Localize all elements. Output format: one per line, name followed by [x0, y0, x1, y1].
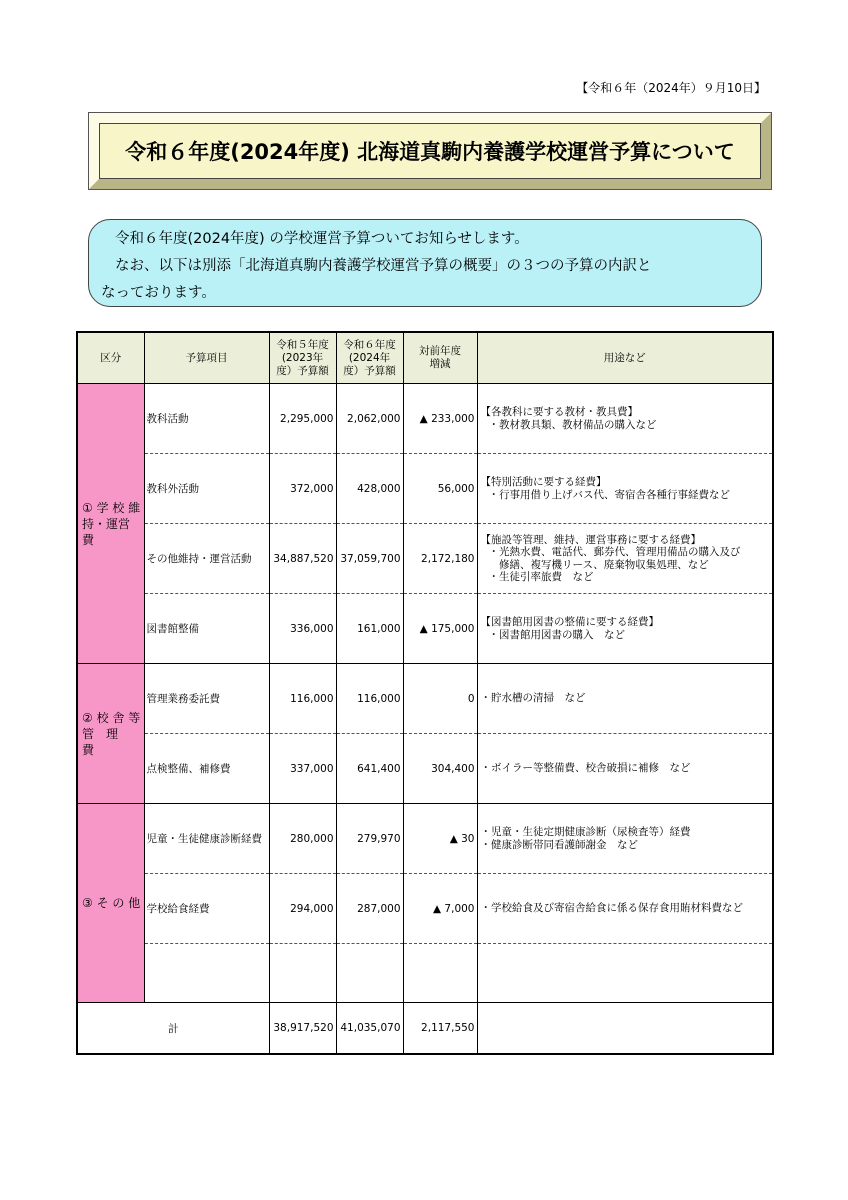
row-diff: ▲ 7,000 [403, 874, 477, 944]
header-curr-line1: 令和６年度 [343, 338, 396, 351]
row-curr: 279,970 [336, 804, 403, 874]
header-category: 区分 [77, 332, 144, 384]
category-1-line1: ① 学 校 維 [82, 500, 141, 515]
row-prev: 34,887,520 [269, 524, 336, 594]
table-row [77, 734, 773, 804]
total-diff: 2,117,550 [403, 1003, 477, 1055]
row-item: その他維持・運営活動 [144, 524, 269, 594]
usage-line: ・行事用借り上げバス代、寄宿舎各種行事経費など [488, 488, 730, 501]
row-curr: 428,000 [336, 454, 403, 524]
notice-line-1: 令和６年度(2024年度) の学校運営予算ついてお知らせします。 [115, 231, 529, 247]
row-item: 図書館整備 [144, 594, 269, 664]
row-usage [477, 874, 773, 944]
usage-line: ・健康診断帯同看護師謝金 など [480, 838, 638, 851]
header-prev-line2: (2023年 [281, 351, 324, 364]
row-usage [477, 734, 773, 804]
row-prev: 116,000 [269, 664, 336, 734]
category-cell-2 [77, 664, 144, 804]
row-item: 教科外活動 [144, 454, 269, 524]
total-usage-empty [477, 1003, 773, 1055]
row-diff-empty [403, 944, 477, 1003]
row-diff: 2,172,180 [403, 524, 477, 594]
total-row [77, 1003, 773, 1055]
row-diff: ▲ 175,000 [403, 594, 477, 664]
row-item: 管理業務委託費 [144, 664, 269, 734]
row-usage [477, 454, 773, 524]
row-item: 学校給食経費 [144, 874, 269, 944]
row-usage [477, 664, 773, 734]
total-prev: 38,917,520 [269, 1003, 336, 1055]
header-curr-line2: (2024年 [348, 351, 391, 364]
total-label: 計 [77, 1003, 269, 1055]
row-curr: 641,400 [336, 734, 403, 804]
header-diff-line2: 増減 [429, 358, 451, 370]
row-curr: 2,062,000 [336, 384, 403, 454]
row-item-empty [144, 944, 269, 1003]
header-curr-line3: 度）予算額 [343, 364, 396, 377]
usage-line: ・光熱水費、電話代、郵券代、管理用備品の購入及び [488, 546, 741, 558]
row-prev-empty [269, 944, 336, 1003]
table-row [77, 384, 773, 454]
table-row [77, 594, 773, 664]
row-diff: ▲ 30 [403, 804, 477, 874]
usage-line: ・教材教具類、教材備品の購入など [488, 418, 657, 431]
page-title: 令和６年度(2024年度) 北海道真駒内養護学校運営予算について [125, 140, 735, 164]
row-diff: 0 [403, 664, 477, 734]
usage-line: ・貯水槽の清掃 など [480, 692, 586, 705]
usage-line: 【図書館用図書の整備に要する経費】 [480, 616, 659, 628]
budget-table [76, 331, 774, 1055]
usage-line: ・生徒引率旅費 など [488, 571, 594, 583]
row-prev: 336,000 [269, 594, 336, 664]
header-diff [403, 332, 477, 384]
row-prev: 337,000 [269, 734, 336, 804]
table-row [77, 454, 773, 524]
row-curr: 116,000 [336, 664, 403, 734]
row-curr: 37,059,700 [336, 524, 403, 594]
notice-line-2: なお、以下は別添「北海道真駒内養護学校運営予算の概要」の３つの予算の内訳と [115, 258, 652, 274]
header-prev-line3: 度）予算額 [276, 364, 329, 377]
row-prev: 2,295,000 [269, 384, 336, 454]
row-usage [477, 524, 773, 594]
table-header-row [77, 332, 773, 384]
notice-line-3: なっております。 [101, 285, 216, 301]
row-diff: 304,400 [403, 734, 477, 804]
row-item: 点検整備、補修費 [144, 734, 269, 804]
usage-line: 修繕、複写機リース、廃棄物収集処理、など [488, 558, 709, 571]
category-3-line1: ③ そ の 他 [82, 896, 141, 910]
notice-box [88, 219, 762, 307]
header-diff-line1: 対前年度 [419, 345, 461, 357]
row-prev: 280,000 [269, 804, 336, 874]
header-curr-budget [336, 332, 403, 384]
row-prev: 294,000 [269, 874, 336, 944]
usage-line: 【特別活動に要する経費】 [480, 476, 607, 488]
row-item: 児童・生徒健康診断経費 [144, 804, 269, 874]
category-cell-1 [77, 384, 144, 664]
row-diff: 56,000 [403, 454, 477, 524]
total-curr: 41,035,070 [336, 1003, 403, 1055]
title-banner [88, 112, 772, 190]
row-usage [477, 384, 773, 454]
header-usage: 用途など [477, 332, 773, 384]
document-date: 【令和６年（2024年）９月10日】 [576, 81, 766, 95]
category-2-line1: ② 校 舎 等 [82, 710, 141, 725]
row-prev: 372,000 [269, 454, 336, 524]
usage-line: ・学校給食及び寄宿舎給食に係る保存食用賄材料費など [480, 902, 743, 915]
usage-line: ・ボイラー等整備費、校舎破損に補修 など [480, 762, 691, 775]
row-usage [477, 594, 773, 664]
usage-line: ・図書館用図書の購入 など [488, 628, 625, 641]
usage-line: 【施設等管理、維持、運営事務に要する経費】 [480, 533, 701, 546]
row-usage-empty [477, 944, 773, 1003]
header-prev-line1: 令和５年度 [276, 338, 329, 351]
row-curr: 287,000 [336, 874, 403, 944]
header-prev-budget [269, 332, 336, 384]
usage-line: ・児童・生徒定期健康診断（尿検査等）経費 [480, 826, 691, 838]
table-row [77, 664, 773, 734]
usage-line: 【各教科に要する教材・教具費】 [480, 406, 638, 418]
row-diff: ▲ 233,000 [403, 384, 477, 454]
row-curr-empty [336, 944, 403, 1003]
category-1-line2: 持・運営費 [82, 516, 131, 547]
table-row [77, 524, 773, 594]
row-item: 教科活動 [144, 384, 269, 454]
header-item: 予算項目 [144, 332, 269, 384]
table-row [77, 804, 773, 874]
row-curr: 161,000 [336, 594, 403, 664]
row-usage [477, 804, 773, 874]
table-row [77, 874, 773, 944]
table-row-empty [77, 944, 773, 1003]
category-2-line2: 管 理 費 [82, 726, 131, 757]
title-inner-panel [99, 123, 761, 179]
category-cell-3 [77, 804, 144, 1003]
